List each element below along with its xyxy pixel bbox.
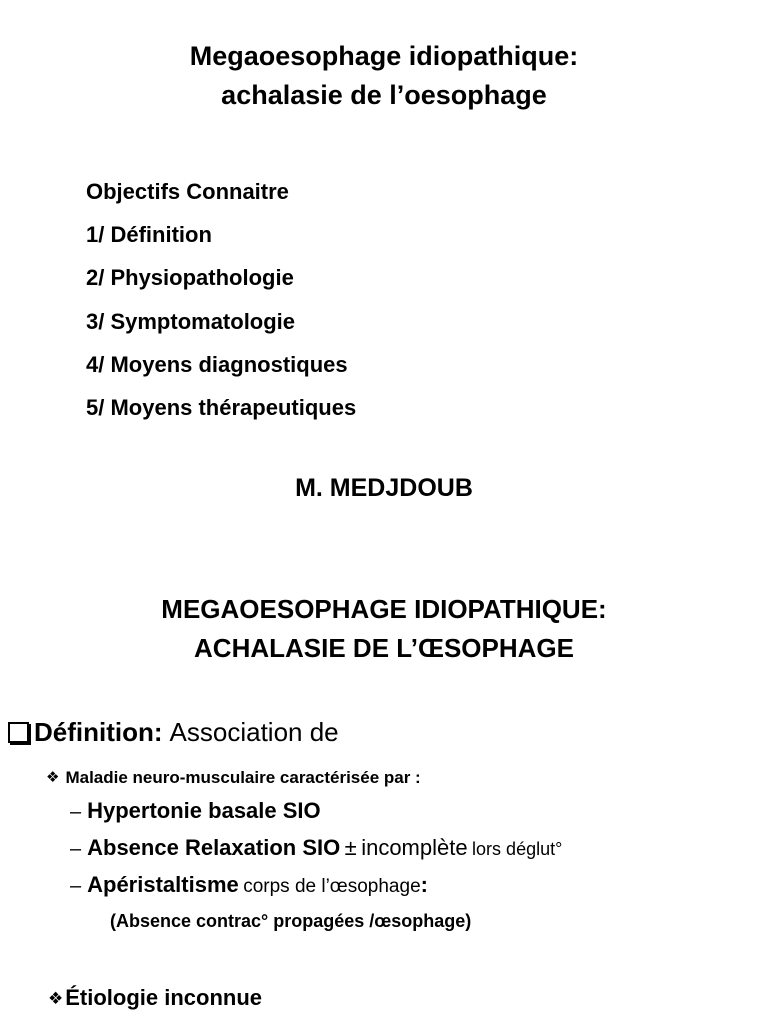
item-bold-text: Apéristaltisme <box>87 872 239 897</box>
slide1-title-line2: achalasie de l’oesophage <box>221 80 547 110</box>
dash-bullet-icon: – <box>70 838 82 860</box>
slide2-title <box>0 590 768 668</box>
objective-item: 2/ Physiopathologie <box>86 265 294 291</box>
list-item <box>70 866 562 903</box>
item-normal-text: incomplète <box>361 835 468 860</box>
dash-items-list <box>70 792 562 903</box>
plus-minus-sign: ± <box>344 835 357 860</box>
item-bold-text: Absence Relaxation SIO <box>87 835 341 860</box>
slide-2 <box>0 560 768 1024</box>
four-diamond-icon: ❖ <box>46 769 60 786</box>
item-bold-text: Hypertonie basale SIO <box>87 798 321 823</box>
dash-bullet-icon: – <box>70 801 82 823</box>
objectives-heading: Objectifs Connaitre <box>86 179 289 204</box>
etiology-text: Étiologie inconnue <box>65 985 263 1010</box>
four-diamond-icon: ❖ <box>48 989 64 1008</box>
peristalsis-note: (Absence contrac° propagées /œsophage) <box>110 911 472 931</box>
definition-line <box>8 714 339 750</box>
slide2-title-line1: MEGAOESOPHAGE IDIOPATHIQUE: <box>161 594 607 624</box>
item-colon: : <box>420 872 428 897</box>
item-small-text: lors déglut° <box>472 839 563 859</box>
objective-item: 5/ Moyens thérapeutiques <box>86 395 357 421</box>
checkbox-square-icon <box>8 722 29 743</box>
objective-item: 4/ Moyens diagnostiques <box>86 351 348 377</box>
dash-bullet-icon: – <box>70 875 82 897</box>
author-name: M. MEDJDOUB <box>295 474 473 502</box>
slide1-title-line1: Megaoesophage idiopathique: <box>189 41 579 71</box>
slide2-title-line2: ACHALASIE DE L’ŒSOPHAGE <box>194 633 574 663</box>
definition-label: Définition: <box>34 717 163 747</box>
slide1-title <box>0 37 768 115</box>
etiology-bullet <box>48 980 262 1017</box>
objectives-list <box>86 170 356 429</box>
definition-text: Association de <box>169 717 339 747</box>
list-item <box>70 829 562 866</box>
item-small-text: corps de l’œsophage <box>243 876 421 897</box>
objective-item: 3/ Symptomatologie <box>86 308 296 334</box>
list-item <box>70 792 562 829</box>
sub-bullet <box>46 764 421 792</box>
objective-item: 1/ Définition <box>86 222 212 248</box>
sub-bullet-text: Maladie neuro-musculaire caractérisée par : <box>65 768 421 787</box>
